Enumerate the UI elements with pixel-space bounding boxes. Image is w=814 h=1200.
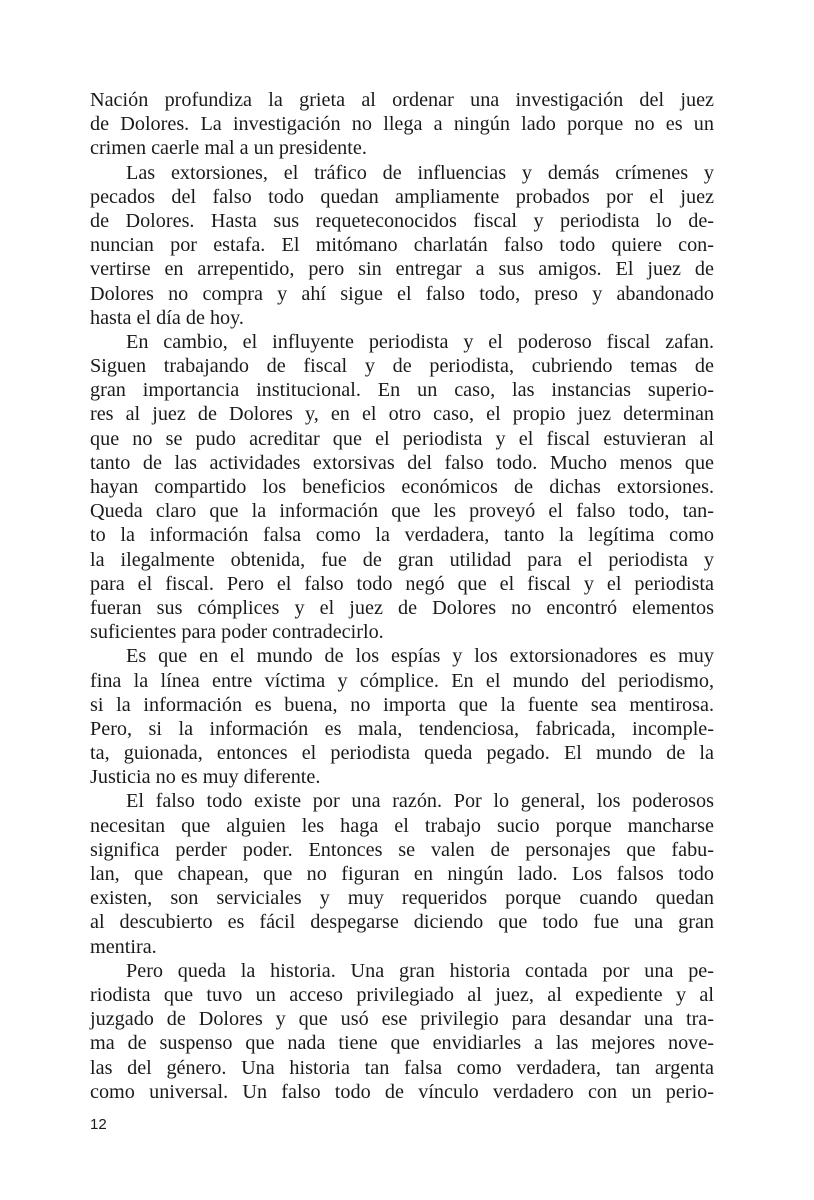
text-line: ma de suspenso que nada tiene que envidiarles a las mejores nove-: [90, 1032, 714, 1055]
text-line: necesitan que alguien les haga el trabajo sucio porque mancharse: [90, 814, 714, 837]
text-line: En cambio, el influyente periodista y el poderoso fiscal zafan.: [126, 330, 714, 353]
text-line: al descubierto es fácil despegarse diciendo que todo fue una gran: [90, 911, 714, 934]
text-line: pecados del falso todo quedan ampliamente probados por el juez: [90, 185, 714, 208]
text-line: nuncian por estafa. El mitómano charlatán falso todo quiere con-: [90, 234, 714, 257]
text-line: Nación profundiza la grieta al ordenar una investigación del juez: [90, 89, 714, 111]
paragraph: [90, 959, 714, 1104]
text-line: Justicia no es muy diferente.: [90, 766, 321, 789]
text-line: gran importancia institucional. En un caso, las instancias superio-: [90, 379, 714, 402]
text-line: riodista que tuvo un acceso privilegiado al juez, al expediente y al: [90, 983, 714, 1006]
body-text: [90, 88, 714, 1104]
text-line: to la información falsa como la verdadera, tanto la legítima como: [90, 524, 714, 547]
text-line: mentira.: [90, 935, 157, 958]
text-line: Es que en el mundo de los espías y los extorsionadores es muy: [126, 645, 714, 668]
text-line: lan, que chapean, que no figuran en ningún lado. Los falsos todo: [90, 863, 714, 885]
text-line: vertirse en arrepentido, pero sin entregar a sus amigos. El juez de: [90, 258, 714, 281]
text-line: Siguen trabajando de fiscal y de periodista, cubriendo temas de: [90, 355, 714, 378]
paragraph: [90, 161, 714, 330]
paragraph: [90, 789, 714, 958]
text-line: de Dolores. Hasta sus requeteconocidos fiscal y periodista lo de-: [90, 209, 714, 232]
text-line: fina la línea entre víctima y cómplice. En el mundo del periodismo,: [90, 669, 714, 692]
text-line: hasta el día de hoy.: [90, 306, 244, 329]
text-line: tanto de las actividades extorsivas del falso todo. Mucho menos que: [90, 451, 714, 474]
text-line: Las extorsiones, el tráfico de influencias y demás crímenes y: [126, 161, 714, 184]
text-line: Pero queda la historia. Una gran historia contada por una pe-: [126, 959, 714, 982]
page-number: 12: [90, 1116, 107, 1133]
text-line: las del género. Una historia tan falsa como verdadera, tan argenta: [90, 1056, 714, 1079]
text-line: ta, guionada, entonces el periodista queda pegado. El mundo de la: [90, 742, 714, 765]
text-line: suficientes para poder contradecirlo.: [90, 621, 384, 644]
text-line: Queda claro que la información que les proveyó el falso todo, tan-: [90, 500, 714, 523]
text-line: que no se pudo acreditar que el periodista y el fiscal estuvieran al: [90, 427, 714, 450]
text-line: para el fiscal. Pero el falso todo negó que el fiscal y el periodista: [90, 572, 714, 595]
text-line: juzgado de Dolores y que usó ese privilegio para desandar una tra-: [90, 1008, 714, 1031]
text-line: de Dolores. La investigación no llega a ningún lado porque no es un: [90, 113, 714, 136]
paragraph: [90, 330, 714, 644]
text-line: como universal. Un falso todo de vínculo verdadero con un perio-: [90, 1080, 714, 1103]
text-line: res al juez de Dolores y, en el otro caso, el propio juez determinan: [90, 403, 714, 426]
text-line: si la información es buena, no importa que la fuente sea mentirosa.: [90, 693, 714, 716]
paragraph: [90, 88, 714, 161]
text-line: hayan compartido los beneficios económicos de dichas extorsiones.: [90, 476, 714, 498]
text-line: la ilegalmente obtenida, fue de gran utilidad para el periodista y: [90, 548, 714, 571]
text-line: crimen caerle mal a un presidente.: [90, 137, 367, 160]
text-line: El falso todo existe por una razón. Por lo general, los poderosos: [126, 790, 714, 813]
text-line: Pero, si la información es mala, tendenciosa, fabricada, incomple-: [90, 717, 714, 740]
paragraph: [90, 644, 714, 789]
text-line: existen, son serviciales y muy requeridos porque cuando quedan: [90, 887, 714, 910]
text-line: fueran sus cómplices y el juez de Dolores no encontró elementos: [90, 596, 714, 619]
text-line: significa perder poder. Entonces se valen de personajes que fabu-: [90, 838, 714, 861]
text-line: Dolores no compra y ahí sigue el falso todo, preso y abandonado: [90, 282, 714, 305]
